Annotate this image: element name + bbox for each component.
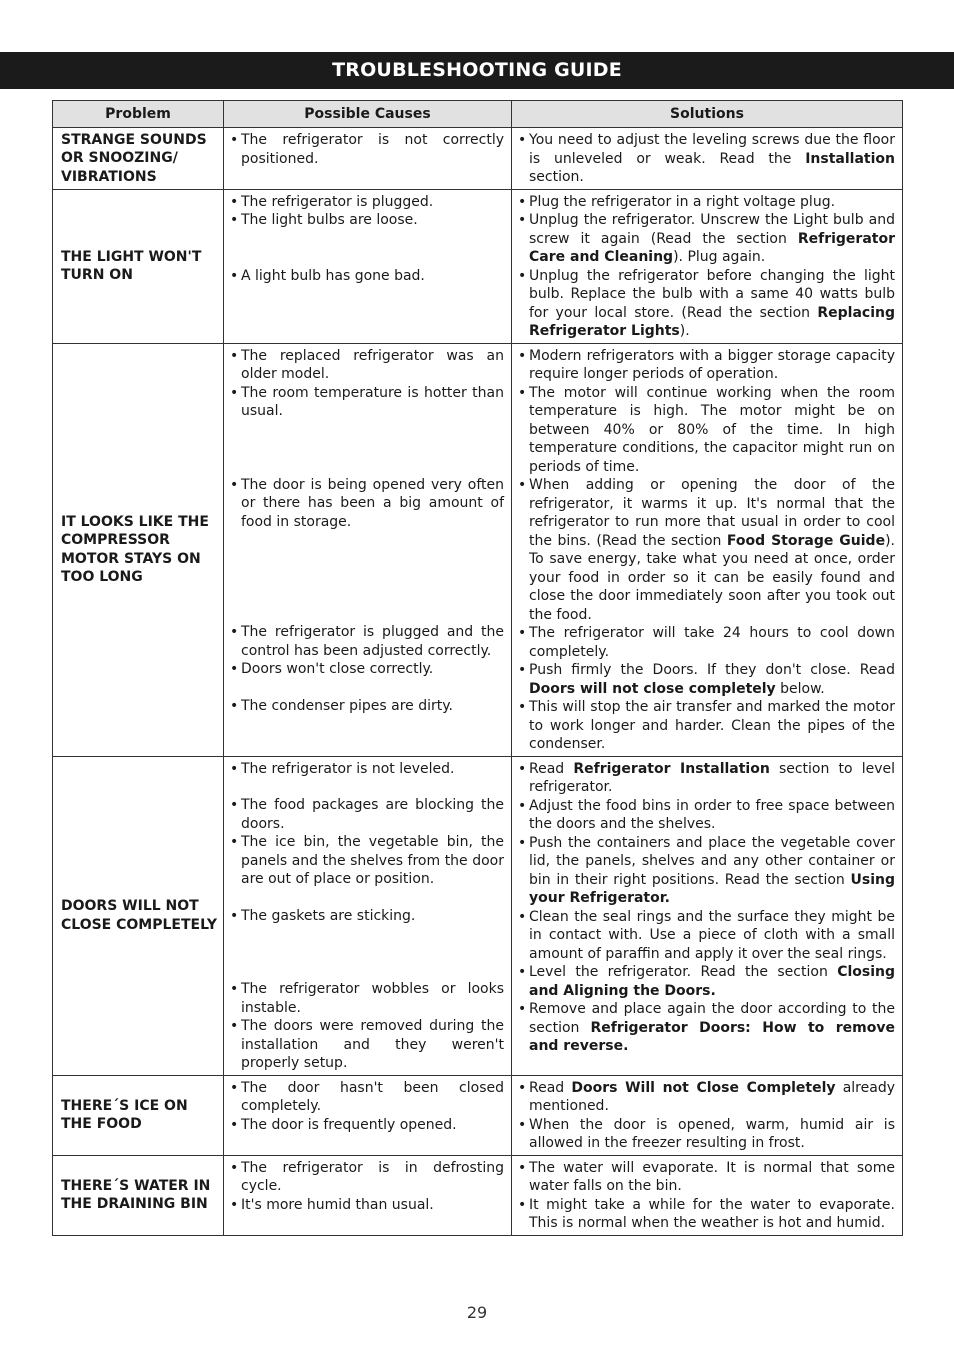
- solution-text: section to level refrigerator.: [529, 760, 895, 795]
- column-header-problem: Problem: [53, 101, 224, 128]
- causes-list: [230, 1159, 504, 1215]
- table-row: [53, 756, 903, 1075]
- solution-text: Plug the refrigerator in a right voltage plug.: [529, 193, 836, 210]
- cause-item: • The room temperature is hotter than usual.: [230, 384, 504, 421]
- section-reference: Closing and Aligning the Doors.: [529, 964, 895, 999]
- section-reference: Doors Will not Close Completely: [571, 1079, 836, 1096]
- section-reference: Replacing Refrigerator Lights: [529, 304, 895, 339]
- problem-cell: DOORS WILL NOT CLOSE COMPLETELY: [53, 756, 224, 1075]
- section-reference: Doors will not close completely: [529, 680, 776, 697]
- cause-item: • The door is being opened very often or there has been a big amount of food in storage.: [230, 476, 504, 532]
- table-row: [53, 128, 903, 190]
- solution-item: [518, 661, 895, 698]
- section-reference: Refrigerator Care and Cleaning: [529, 230, 895, 265]
- cause-item: • The condenser pipes are dirty.: [230, 697, 504, 716]
- cause-item: • The refrigerator is plugged and the control has been adjusted correctly.: [230, 623, 504, 660]
- solution-text: section.: [529, 169, 584, 185]
- cause-item: • The ice bin, the vegetable bin, the panels and the shelves from the door are out of place or position.: [230, 833, 504, 889]
- solution-text: ).: [679, 323, 690, 339]
- cause-item: • The refrigerator is not correctly positioned.: [230, 131, 504, 168]
- section-reference: Using your Refrigerator.: [529, 871, 895, 906]
- solution-text: Push the containers and place the vegetable cover lid, the panels, shelves and any other container or bin in their right positions. Read the section: [529, 834, 895, 888]
- solution-text: You need to adjust the leveling screws due the floor is unleveled or weak. Read the: [529, 132, 895, 167]
- solution-text: This will stop the air transfer and marked the motor to work longer and harder. Clean the pipes of the condenser.: [529, 699, 895, 752]
- cause-item: • The light bulbs are loose.: [230, 211, 504, 230]
- solution-text: Level the refrigerator. Read the section: [529, 964, 838, 980]
- solution-text: It might take a while for the water to evaporate. This is normal when the weather is hot and humid.: [529, 1196, 895, 1231]
- solution-text: When adding or opening the door of the refrigerator, it warms it up. It's normal that the refrigerator to run more that usual in order to cool the bins. (Read the section: [529, 477, 895, 549]
- solution-text: Read: [529, 760, 574, 777]
- solution-text: Clean the seal rings and the surface they might be in contact with. Use a piece of cloth with a small amount of paraffin and apply it over the seal rings.: [529, 908, 895, 962]
- problem-cell: THERE´S ICE ON THE FOOD: [53, 1075, 224, 1155]
- table-row: [53, 1075, 903, 1155]
- column-header-causes: Possible Causes: [224, 101, 512, 128]
- section-reference: Food Storage Guide: [726, 532, 886, 549]
- causes-cell: [224, 756, 512, 1075]
- solution-item: [518, 797, 895, 834]
- solution-item: [518, 1116, 895, 1153]
- solution-text: Adjust the food bins in order to free space between the doors and the shelves.: [529, 797, 895, 832]
- solutions-cell: [512, 1155, 903, 1235]
- solution-item: [518, 908, 895, 964]
- solution-item: [518, 476, 895, 624]
- solution-item: [518, 211, 895, 267]
- problem-cell: THERE´S WATER IN THE DRAINING BIN: [53, 1155, 224, 1235]
- causes-cell: [224, 1155, 512, 1235]
- causes-list: [230, 1079, 504, 1135]
- solution-text: Unplug the refrigerator before changing the light bulb. Replace the bulb with a same 40 watts bulb for your local store. (Read the section: [529, 267, 895, 321]
- solution-text: Modern refrigerators with a bigger storage capacity require longer periods of operation.: [529, 347, 895, 382]
- solution-text: Unplug the refrigerator. Unscrew the Light bulb and screw it again (Read the section: [529, 212, 895, 247]
- solution-text: Read: [529, 1079, 572, 1096]
- solutions-list: [518, 193, 895, 341]
- problem-cell: STRANGE SOUNDS OR SNOOZING/ VIBRATIONS: [53, 128, 224, 190]
- solution-item: [518, 347, 895, 384]
- table-body: [53, 128, 903, 1236]
- causes-cell: [224, 1075, 512, 1155]
- cause-item: • The door is frequently opened.: [230, 1116, 504, 1135]
- solutions-list: [518, 1079, 895, 1153]
- solution-item: [518, 834, 895, 908]
- solution-text: already mentioned.: [529, 1079, 895, 1114]
- solution-item: [518, 1000, 895, 1056]
- table-row: [53, 1155, 903, 1235]
- cause-item: • The door hasn't been closed completely.: [230, 1079, 504, 1116]
- table-row: [53, 343, 903, 756]
- cause-item: • The refrigerator is in defrosting cycle.: [230, 1159, 504, 1196]
- section-reference: Refrigerator Installation: [573, 760, 770, 777]
- causes-cell: [224, 128, 512, 190]
- solution-item: [518, 1159, 895, 1196]
- troubleshooting-table: [52, 100, 903, 1236]
- problem-cell: IT LOOKS LIKE THE COMPRESSOR MOTOR STAYS ON TOO LONG: [53, 343, 224, 756]
- page-number: 29: [466, 1303, 488, 1322]
- solutions-list: [518, 347, 895, 754]
- cause-item: • The gaskets are sticking.: [230, 907, 504, 926]
- cause-item: • The refrigerator wobbles or looks instable.: [230, 980, 504, 1017]
- solution-item: [518, 760, 895, 797]
- causes-list: [230, 131, 504, 168]
- solution-text: ). Plug again.: [673, 249, 766, 265]
- solution-item: [518, 384, 895, 477]
- solution-text: ). To save energy, take what you need at once, order your food in order so it can be easily found and close the door immediately soon after you took out the food.: [529, 532, 895, 623]
- section-reference: Refrigerator Doors: How to remove and reverse.: [529, 1019, 895, 1054]
- solution-text: The water will evaporate. It is normal that some water falls on the bin.: [529, 1159, 895, 1194]
- solutions-cell: [512, 1075, 903, 1155]
- solution-text: The motor will continue working when the room temperature is high. The motor might be on between 40% or 80% of the time. In high temperature conditions, the capacitor might run on periods of time.: [529, 384, 895, 475]
- page-title: TROUBLESHOOTING GUIDE: [0, 52, 954, 89]
- cause-item: • Doors won't close correctly.: [230, 660, 504, 679]
- cause-item: • It's more humid than usual.: [230, 1196, 504, 1215]
- solutions-list: [518, 760, 895, 1056]
- solution-item: [518, 963, 895, 1000]
- solutions-list: [518, 131, 895, 187]
- table-row: [53, 189, 903, 343]
- cause-item: • The doors were removed during the installation and they weren't properly setup.: [230, 1017, 504, 1073]
- solutions-cell: [512, 343, 903, 756]
- cause-item: • The replaced refrigerator was an older model.: [230, 347, 504, 384]
- solution-text: Push firmly the Doors. If they don't close. Read: [529, 662, 895, 678]
- causes-list: [230, 193, 504, 286]
- solution-item: [518, 131, 895, 187]
- solution-text: Remove and place again the door according to the section: [529, 1001, 895, 1036]
- solution-item: [518, 1196, 895, 1233]
- solutions-cell: [512, 756, 903, 1075]
- section-reference: Installation: [805, 150, 895, 167]
- solutions-cell: [512, 189, 903, 343]
- solution-text: The refrigerator will take 24 hours to cool down completely.: [529, 625, 895, 660]
- solution-text: When the door is opened, warm, humid air is allowed in the freezer resulting in frost.: [529, 1116, 895, 1151]
- solution-item: [518, 698, 895, 754]
- solution-item: [518, 624, 895, 661]
- causes-cell: [224, 189, 512, 343]
- solutions-list: [518, 1159, 895, 1233]
- causes-list: [230, 347, 504, 716]
- causes-list: [230, 760, 504, 1073]
- solution-item: [518, 193, 895, 212]
- solution-text: below.: [775, 680, 825, 697]
- cause-item: • The refrigerator is not leveled.: [230, 760, 504, 779]
- cause-item: • The food packages are blocking the doors.: [230, 796, 504, 833]
- problem-cell: THE LIGHT WON'T TURN ON: [53, 189, 224, 343]
- cause-item: • A light bulb has gone bad.: [230, 267, 504, 286]
- column-header-solutions: Solutions: [512, 101, 903, 128]
- solutions-cell: [512, 128, 903, 190]
- solution-item: [518, 1079, 895, 1116]
- solution-item: [518, 267, 895, 341]
- cause-item: • The refrigerator is plugged.: [230, 193, 504, 212]
- table-header: [53, 101, 903, 128]
- causes-cell: [224, 343, 512, 756]
